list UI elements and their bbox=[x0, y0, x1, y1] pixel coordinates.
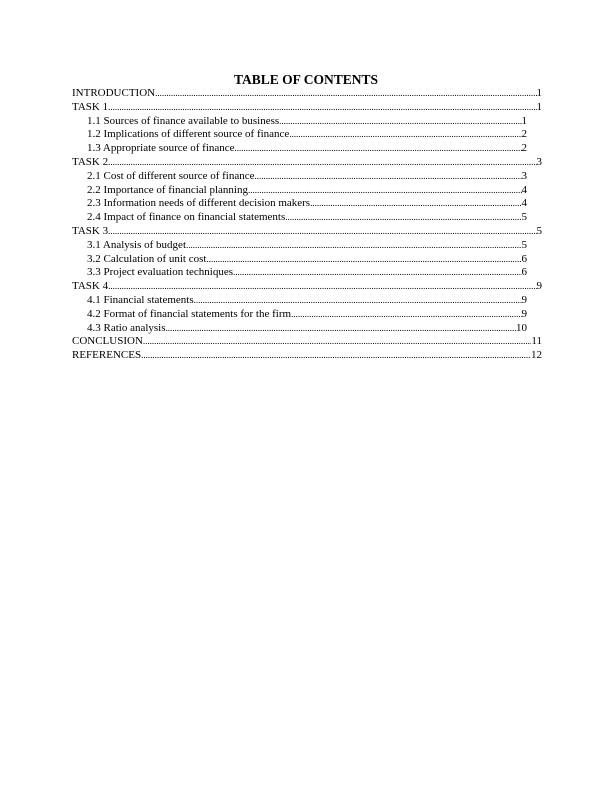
toc-entry[interactable] bbox=[72, 280, 542, 294]
toc-dot-leader bbox=[108, 156, 536, 170]
toc-entry[interactable] bbox=[72, 335, 542, 349]
toc-entry[interactable] bbox=[72, 239, 542, 253]
toc-entry[interactable] bbox=[72, 156, 542, 170]
toc-entry-label: 2.3 Information needs of different decision makers bbox=[87, 197, 311, 210]
toc-title: TABLE OF CONTENTS bbox=[233, 72, 379, 87]
toc-dot-leader bbox=[291, 308, 521, 322]
toc-entry-page-number: 9 bbox=[521, 307, 527, 320]
toc-dot-leader bbox=[143, 335, 532, 349]
toc-entry[interactable] bbox=[72, 211, 542, 225]
toc-entry[interactable] bbox=[72, 197, 542, 211]
toc-entry-page-number: 1 bbox=[536, 87, 542, 99]
toc-entry-page-number: 11 bbox=[531, 335, 542, 348]
toc-dot-leader bbox=[233, 266, 521, 280]
toc-entry[interactable] bbox=[72, 87, 542, 101]
toc-dot-leader bbox=[155, 87, 536, 101]
toc-entry-label: 4.3 Ratio analysis bbox=[87, 321, 166, 334]
toc-dot-leader bbox=[248, 184, 522, 198]
toc-entry[interactable] bbox=[72, 184, 542, 198]
toc-entry-label: TASK 3 bbox=[72, 224, 109, 237]
toc-entry[interactable] bbox=[72, 101, 542, 115]
toc-entry[interactable] bbox=[72, 308, 542, 322]
toc-entry[interactable] bbox=[72, 115, 542, 129]
toc-dot-leader bbox=[141, 349, 531, 363]
toc-entry-label: 2.1 Cost of different source of finance bbox=[87, 169, 255, 182]
toc-entry-page-number: 10 bbox=[516, 321, 527, 334]
toc-entry-label: 2.2 Importance of financial planning bbox=[87, 183, 248, 196]
toc-dot-leader bbox=[255, 170, 522, 184]
toc-entry-page-number: 4 bbox=[521, 197, 527, 210]
toc-entry-page-number: 4 bbox=[521, 183, 527, 196]
toc-entry-label: 4.2 Format of financial statements for the firm bbox=[87, 307, 292, 320]
toc-entry[interactable] bbox=[72, 349, 542, 363]
toc-entry[interactable] bbox=[72, 294, 542, 308]
toc-entry[interactable] bbox=[72, 266, 542, 280]
toc-entry[interactable] bbox=[72, 142, 542, 156]
toc-entry-page-number: 12 bbox=[531, 349, 542, 362]
toc-dot-leader bbox=[108, 101, 536, 115]
toc-entry-page-number: 2 bbox=[521, 142, 527, 155]
toc-list bbox=[72, 87, 542, 363]
toc-entry[interactable] bbox=[72, 253, 542, 267]
toc-entry[interactable] bbox=[72, 128, 542, 142]
toc-entry-label: 1.1 Sources of finance available to business bbox=[87, 114, 280, 127]
toc-dot-leader bbox=[206, 253, 521, 267]
toc-dot-leader bbox=[279, 115, 521, 129]
toc-entry-label: CONCLUSION bbox=[72, 335, 143, 348]
toc-entry-page-number: 9 bbox=[521, 293, 527, 306]
toc-entry-label: 2.4 Impact of finance on financial statements bbox=[87, 211, 286, 224]
toc-dot-leader bbox=[186, 239, 522, 253]
toc-dot-leader bbox=[166, 322, 516, 336]
toc-dot-leader bbox=[108, 225, 536, 239]
toc-entry-label: REFERENCES bbox=[72, 349, 142, 362]
toc-entry-label: TASK 2 bbox=[72, 155, 109, 168]
toc-entry-page-number: 5 bbox=[536, 224, 542, 237]
toc-entry-page-number: 6 bbox=[521, 252, 527, 265]
toc-entry[interactable] bbox=[72, 225, 542, 239]
toc-entry-label: 3.1 Analysis of budget bbox=[87, 238, 186, 251]
toc-entry-label: 3.2 Calculation of unit cost bbox=[87, 252, 207, 265]
toc-entry-page-number: 2 bbox=[521, 128, 527, 141]
toc-entry-label: 1.2 Implications of different source of finance bbox=[87, 128, 290, 141]
toc-entry-page-number: 5 bbox=[521, 238, 527, 251]
toc-entry-page-number: 5 bbox=[521, 211, 527, 224]
toc-entry-page-number: 3 bbox=[536, 155, 542, 168]
toc-entry-label: INTRODUCTION bbox=[72, 87, 156, 99]
toc-entry[interactable] bbox=[72, 322, 542, 336]
toc-entry-label: TASK 1 bbox=[72, 100, 109, 113]
toc-entry-label: 3.3 Project evaluation techniques bbox=[87, 266, 234, 279]
toc-entry-page-number: 1 bbox=[521, 114, 527, 127]
toc-entry-label: 1.3 Appropriate source of finance bbox=[87, 142, 235, 155]
toc-entry[interactable] bbox=[72, 170, 542, 184]
toc-entry-label: TASK 4 bbox=[72, 280, 109, 293]
toc-dot-leader bbox=[310, 197, 521, 211]
toc-dot-leader bbox=[289, 128, 521, 142]
toc-entry-page-number: 3 bbox=[521, 169, 527, 182]
toc-dot-leader bbox=[235, 142, 522, 156]
toc-dot-leader bbox=[285, 211, 521, 225]
toc-entry-page-number: 9 bbox=[536, 280, 542, 293]
toc-entry-page-number: 1 bbox=[536, 100, 542, 113]
toc-dot-leader bbox=[108, 280, 536, 294]
toc-entry-label: 4.1 Financial statements bbox=[87, 293, 194, 306]
toc-entry-page-number: 6 bbox=[521, 266, 527, 279]
toc-dot-leader bbox=[194, 294, 522, 308]
